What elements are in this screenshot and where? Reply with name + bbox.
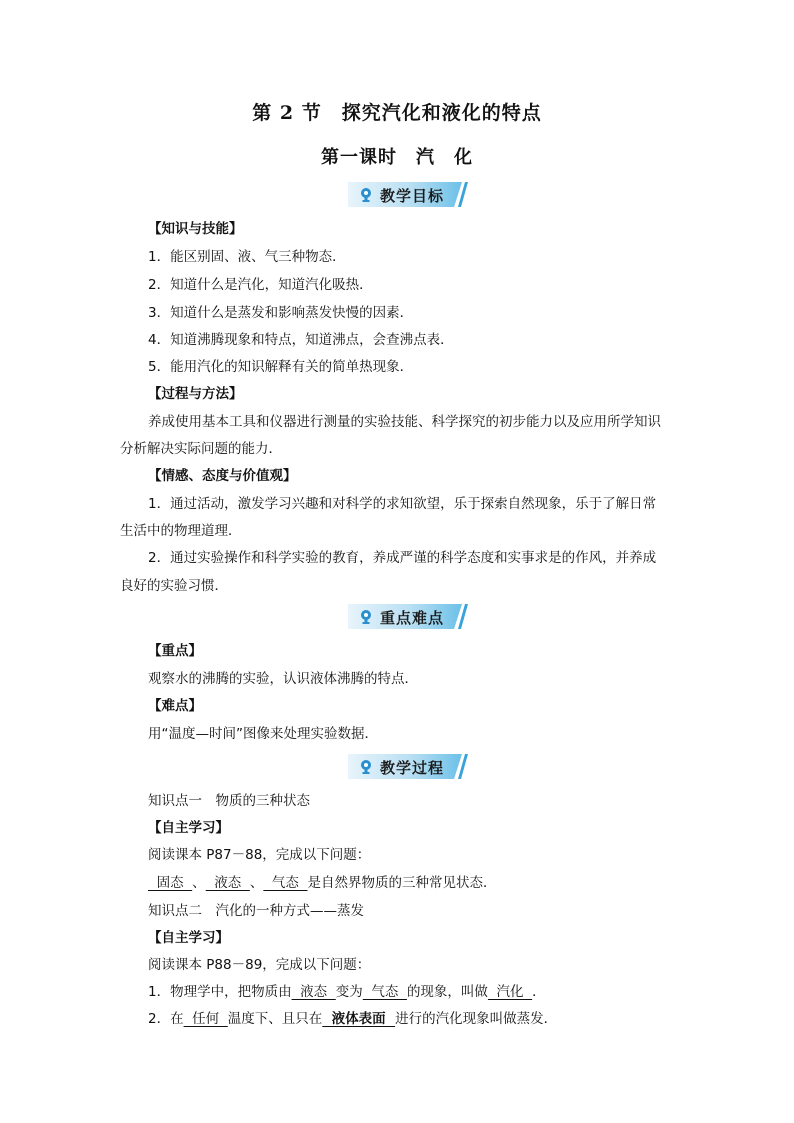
emotion-item-2a: 2．通过实验操作和科学实验的教育，养成严谨的科学态度和实事求是的作风，并养成 xyxy=(148,550,657,566)
question-2 xyxy=(148,1010,557,1028)
key-text: 观察水的沸腾的实验，认识液体沸腾的特点． xyxy=(148,671,418,687)
self-study-heading-1: 【自主学习】 xyxy=(148,820,229,836)
process-banner-label: 教学过程 xyxy=(380,759,445,777)
q1-text-d: 的现象，叫做 xyxy=(406,984,488,1000)
q2-text-a: 2．在 xyxy=(148,1011,184,1027)
reading-instruction-1: 阅读课本 P87－88，完成以下问题： xyxy=(148,847,371,863)
page-title: 第 2 节 探究汽化和液化的特点 xyxy=(252,102,542,124)
knowledge-point-1-title: 知识点一 物质的三种状态 xyxy=(148,793,310,809)
objectives-banner-label: 教学目标 xyxy=(380,187,445,205)
self-study-heading-2: 【自主学习】 xyxy=(148,930,229,946)
knowledge-point-2-title: 知识点二 汽化的一种方式——蒸发 xyxy=(148,903,364,919)
knowledge-item-4: 4．知道沸腾现象和特点，知道沸点，会查沸点表． xyxy=(148,332,454,348)
emotion-item-1b: 生活中的物理道理． xyxy=(120,523,242,539)
question-1 xyxy=(148,983,546,1001)
difficulty-text: 用“温度—时间”图像来处理实验数据． xyxy=(148,726,378,742)
knowledge-item-2: 2．知道什么是汽化，知道汽化吸热． xyxy=(148,277,373,293)
blank-liquid-state: 液态 xyxy=(291,984,336,1000)
emotion-heading: 【情感、态度与价值观】 xyxy=(148,468,297,484)
knowledge-heading: 【知识与技能】 xyxy=(148,221,243,237)
blank-gas-state: 气态 xyxy=(362,984,407,1000)
q2-text-d: 进行的汽化现象叫做蒸发． xyxy=(395,1011,558,1027)
q1-text-a: 1．物理学中，把物质由 xyxy=(148,984,292,1000)
process-method-text-1: 养成使用基本工具和仪器进行测量的实验技能、科学探究的初步能力以及应用所学知识 xyxy=(148,414,661,430)
blank-vaporization: 汽化 xyxy=(487,984,533,1000)
key-heading: 【重点】 xyxy=(148,643,202,659)
key-points-banner-label: 重点难点 xyxy=(380,609,445,627)
knowledge-item-5: 5．能用汽化的知识解释有关的简单热现象． xyxy=(148,359,414,375)
blank-liquid-surface: 液体表面 xyxy=(322,1011,396,1027)
blank-solid: 固态 xyxy=(148,875,193,891)
separator: 、 xyxy=(192,875,206,891)
process-banner xyxy=(348,754,470,779)
states-tail-text: 是自然界物质的三种常见状态． xyxy=(307,875,497,891)
blank-any-temperature: 任何 xyxy=(183,1011,228,1027)
knowledge-item-3: 3．知道什么是蒸发和影响蒸发快慢的因素． xyxy=(148,305,414,321)
emotion-item-2b: 良好的实验习惯． xyxy=(120,578,228,594)
difficulty-heading: 【难点】 xyxy=(148,698,202,714)
blank-gas: 气态 xyxy=(263,875,308,891)
process-method-heading: 【过程与方法】 xyxy=(148,386,243,402)
process-method-text-2: 分析解决实际问题的能力． xyxy=(120,441,282,457)
q2-text-c: 温度下、且只在 xyxy=(227,1011,323,1027)
objectives-banner xyxy=(348,182,470,207)
trophy-icon xyxy=(358,609,374,625)
emotion-item-1a: 1．通过活动，激发学习兴趣和对科学的求知欲望，乐于探索自然现象，乐于了解日常 xyxy=(148,496,657,512)
separator: 、 xyxy=(249,875,264,891)
knowledge-item-1: 1．能区别固、液、气三种物态． xyxy=(148,249,346,265)
trophy-icon xyxy=(358,187,374,203)
states-fill-line xyxy=(148,874,497,892)
q1-text-c: 变为 xyxy=(335,984,363,1000)
reading-instruction-2: 阅读课本 P88－89，完成以下问题： xyxy=(148,957,371,973)
blank-liquid: 液态 xyxy=(205,875,250,891)
q1-text-e: ． xyxy=(532,984,546,1000)
trophy-icon xyxy=(358,759,374,775)
page-subtitle: 第一课时 汽 化 xyxy=(321,147,473,168)
key-points-banner xyxy=(348,604,470,629)
